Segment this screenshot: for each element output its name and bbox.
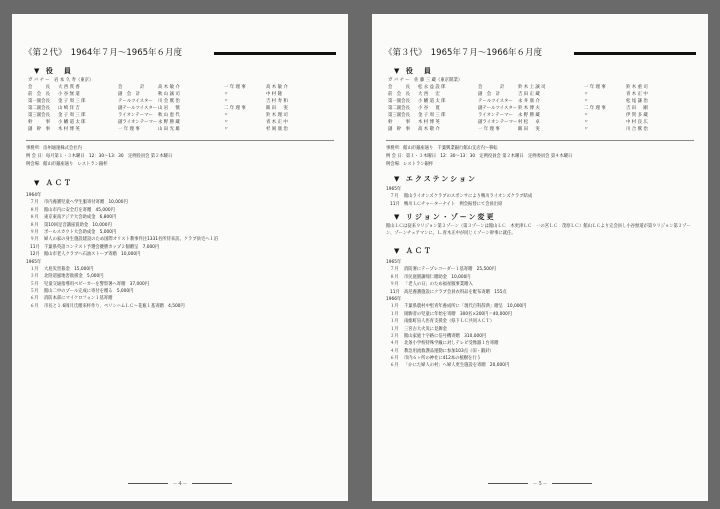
governor: ガ バ ナ ー 佐 藤 三 蔵（東京開業） bbox=[388, 78, 463, 83]
office-line: 事務所：館山市銀座通り 千葉興業銀行館山支店内～移転 bbox=[386, 146, 498, 151]
item-month: ５月 bbox=[30, 281, 39, 287]
officer-name: 山 岩 慎 bbox=[158, 106, 180, 111]
officer-role: 〃 bbox=[584, 120, 589, 125]
officer-name: 吉 村 寿 和 bbox=[266, 99, 288, 104]
divider bbox=[386, 140, 694, 141]
officer-role: 副 幹 事 bbox=[388, 127, 410, 132]
officer-role: ライオンテーマー bbox=[478, 113, 513, 118]
year-label: 1965年 bbox=[386, 260, 402, 265]
officer-role: 第三副会長 bbox=[28, 113, 50, 118]
officer-role: 〃 bbox=[584, 113, 589, 118]
act-heading: ▼ ＡＣＴ bbox=[34, 179, 73, 187]
officer-name: 木 村 博 英 bbox=[418, 120, 440, 125]
officer-role: 副テールツイスター bbox=[118, 106, 158, 111]
year-label: 1964年 bbox=[26, 193, 42, 198]
officers-title: 役 員 bbox=[45, 67, 73, 75]
officer-role: 一 年 理 事 bbox=[224, 85, 246, 90]
act-title: ＡＣＴ bbox=[45, 179, 73, 187]
officer-name: 永 野 勝 蔵 bbox=[518, 113, 540, 118]
officer-name: 村 松 卓 bbox=[518, 120, 540, 125]
header-rule bbox=[214, 52, 336, 55]
officer-name: 鈴 木 重 司 bbox=[626, 85, 648, 90]
officer-name: 大 西 貫 香 bbox=[58, 85, 80, 90]
item-text: 消防本部にマイクロフォン１基寄贈 bbox=[44, 296, 113, 302]
officer-role: 〃 bbox=[584, 99, 589, 104]
item-month: 12月 bbox=[30, 252, 40, 258]
item-text: 館山市内に安全灯を寄贈 45,000円 bbox=[44, 207, 115, 213]
item-text: 三宮古大火災に見舞金 bbox=[404, 326, 447, 332]
officer-name: 永 井 康 介 bbox=[518, 99, 540, 104]
item-text: 南総町盲人医育支援金（県下ＬＣ共同ＡＣＴ） bbox=[404, 319, 495, 325]
officers-heading: ▼ 役 員 bbox=[34, 67, 73, 75]
officer-name: 山 崎 洋 吉 bbox=[58, 106, 80, 111]
divider bbox=[26, 140, 334, 141]
officers-heading: ▼ 役 員 bbox=[394, 67, 433, 75]
officer-role: 〃 bbox=[224, 113, 229, 118]
item-text: 大島災害募金 15,000円 bbox=[44, 266, 94, 272]
officer-name: 永 野 勝 蔵 bbox=[158, 120, 180, 125]
item-month: ８月 bbox=[390, 274, 399, 280]
act-title: ＡＣＴ bbox=[405, 247, 433, 255]
item-text: 消防署にテープレコーダー１基寄贈 25,500円 bbox=[404, 267, 496, 273]
act-heading: ▼ ＡＣＴ bbox=[394, 247, 433, 255]
officer-name: 小 谷 寛 bbox=[418, 106, 440, 111]
officer-name: 金 子 周 三 郎 bbox=[418, 113, 446, 118]
officer-role: 会 計 bbox=[478, 85, 505, 90]
officer-role: 一 年 理 事 bbox=[584, 85, 606, 90]
officer-name: 中 村 隆 bbox=[266, 92, 282, 97]
item-text: 館山市老人クラブへ石油ストーブ寄贈 10,000円 bbox=[44, 252, 141, 258]
officer-role: 前 会 長 bbox=[388, 92, 410, 97]
officer-name: 松 尾 謙 治 bbox=[626, 99, 648, 104]
item-text: 市内６ヶ所の神社に412本の植樹を行う bbox=[404, 356, 481, 362]
officer-role: 二 年 理 事 bbox=[584, 106, 606, 111]
officer-name: 高 木 敏 介 bbox=[266, 85, 288, 90]
officer-name: 飯 田 実 bbox=[266, 106, 288, 111]
officer-role: 〃 bbox=[584, 92, 589, 97]
officer-role: 一 年 理 事 bbox=[478, 127, 500, 132]
officer-role: 副ライオンテーマー bbox=[478, 120, 518, 125]
header-rule bbox=[574, 52, 696, 55]
officer-role: 一 年 理 事 bbox=[118, 127, 140, 132]
item-month: ８月 bbox=[30, 207, 39, 213]
venue-line: 例会場：館山市銀座通り レストラン銀杯 bbox=[26, 162, 108, 167]
officer-role: テールツイスター bbox=[118, 99, 153, 104]
officer-role: 〃 bbox=[224, 99, 229, 104]
item-text: 館山ライオンズクラブのスポンサにより鴨川ライオンズクラブ結成 bbox=[404, 194, 533, 200]
item-text: 高尼養護施設にクラブ会員衣料品を配布寄贈 155点 bbox=[404, 289, 507, 295]
item-text: 北陸道風地害救援金 5,000円 bbox=[44, 274, 104, 280]
item-month: ７月 bbox=[30, 200, 39, 206]
officer-role: 副テールツイスター bbox=[478, 106, 518, 111]
office-line: 事務所：房州通運株式会社内 bbox=[26, 146, 82, 151]
officer-name: 飯 田 実 bbox=[518, 127, 540, 132]
item-month: ４月 bbox=[390, 341, 399, 347]
officer-role: テールツイスター bbox=[478, 99, 513, 104]
year-label: 1966年 bbox=[386, 296, 402, 302]
officers-title: 役 員 bbox=[405, 67, 433, 75]
meeting-line: 例 会 日：第１・３木曜日 12：30～13：30 定例役員会 第２木曜日 定例委員会 第４木曜日 bbox=[386, 154, 573, 159]
officer-name: 高 木 敏 介 bbox=[158, 85, 180, 90]
item-text: 千葉県農村中堅青年養成所に「現代百科辞典」贈呈 10,000円 bbox=[404, 304, 527, 310]
item-month: ８月 bbox=[30, 222, 39, 228]
page-header bbox=[384, 46, 696, 60]
officer-name: 青 木 正 中 bbox=[626, 92, 648, 97]
zone-heading: ▼ リジョン・ゾーン変更 bbox=[394, 213, 496, 221]
item-month: １月 bbox=[390, 319, 399, 325]
officer-name: 鈴 木 博 夫 bbox=[518, 106, 540, 111]
page-footer bbox=[372, 480, 708, 487]
officer-role: 副ライオンテーマー bbox=[118, 120, 158, 125]
item-month: １月 bbox=[390, 326, 399, 332]
item-text: 市民庭園藩帰仁贈助金 10,000円 bbox=[404, 274, 471, 280]
officer-role: 二 年 理 事 bbox=[224, 106, 246, 111]
item-text: 北条小学校特殊学級に対しテレビ受像器１台寄贈 bbox=[404, 341, 499, 347]
officer-name: 大 西 宏 bbox=[418, 92, 440, 97]
officer-role: 第二副会長 bbox=[28, 106, 50, 111]
officer-role: 〃 bbox=[224, 92, 229, 97]
year-label: 1965年 bbox=[26, 259, 42, 265]
officer-name: 伊 賀 多 蔵 bbox=[626, 113, 648, 118]
page-number: －４－ bbox=[172, 481, 188, 487]
header-title: 《第３代》 1965年７月～1966年６月度 bbox=[384, 48, 543, 58]
officer-name: 小 幡 道 太 郎 bbox=[58, 120, 86, 125]
officer-role: ライオンテーマー bbox=[118, 113, 153, 118]
officer-role: 〃 bbox=[224, 127, 229, 132]
item-text: 市長と１.6岡月氏贈来杯作り、ペリンハムＬＣ～花瓶１基寄贈 4,500円 bbox=[44, 303, 185, 309]
item-text: 館山家庭十字路に信号機寄贈 310,000円 bbox=[404, 333, 487, 339]
item-text: 第10回足音講座賞助金 10,000円 bbox=[44, 222, 112, 228]
item-text: ボールスカウト大会助成金 5,000円 bbox=[44, 229, 117, 235]
item-text: 教急用流救護品運動に参加103点（旧・鍛針） bbox=[404, 348, 494, 354]
officer-role: 会 長 bbox=[28, 85, 50, 90]
officer-name: 小 幡 道 太 郎 bbox=[418, 99, 446, 104]
item-month: ７月 bbox=[390, 194, 399, 200]
extension-title: エクステンション bbox=[405, 175, 477, 183]
item-month: ６月 bbox=[390, 356, 399, 362]
governor: ガ バ ナ ー 岩 本 久 寿（東京） bbox=[28, 78, 94, 83]
header-title: 《第２代》 1964年７月～1965年６月度 bbox=[24, 48, 183, 58]
extension-heading: ▼ エクステンション bbox=[394, 175, 477, 183]
officer-name: 青 木 正 中 bbox=[266, 120, 288, 125]
officer-role: 〃 bbox=[224, 120, 229, 125]
item-month: 11月 bbox=[390, 201, 400, 207]
page-footer bbox=[12, 480, 348, 487]
item-month: １月 bbox=[390, 311, 399, 317]
item-month: ５月 bbox=[30, 289, 39, 295]
officer-role: 前 会 長 bbox=[28, 92, 50, 97]
item-month: ９月 bbox=[30, 229, 39, 235]
officer-role: 第二副会長 bbox=[388, 106, 410, 111]
item-text: 岡駒者の児童に年始を寄贈 300名×200円＝40,000円 bbox=[404, 311, 513, 317]
item-text: 「老人の日」のため福祉服事業贈入 bbox=[404, 282, 473, 288]
officer-name: 中 村 良 広 bbox=[626, 120, 648, 125]
officer-name: 秋 山 恵 代 bbox=[158, 113, 180, 118]
item-text: 児童交通指導用ペビーカーを警察署へ寄贈 37,000円 bbox=[44, 281, 150, 287]
item-month: ４月 bbox=[390, 348, 399, 354]
officer-name: 金 子 周 三 郎 bbox=[58, 113, 86, 118]
officer-role: 副 幹 事 bbox=[28, 127, 50, 132]
item-text: 婦人の家の身生施設建設のため国際オリスト教事件注1331名所待来訪。クラブ員宅へ１泊 bbox=[44, 237, 219, 243]
officer-name: 松 永 益 設 郎 bbox=[418, 85, 446, 90]
officer-role: 第一副会長 bbox=[28, 99, 50, 104]
item-text: 千葉県英語コンテスト予選会優勝カップ２個贈呈 7,000円 bbox=[44, 244, 160, 250]
item-month: ６月 bbox=[390, 363, 399, 369]
officer-name: 高 木 敬 介 bbox=[418, 127, 440, 132]
officer-name: 杉 岡 康 治 bbox=[266, 127, 288, 132]
item-month: ７月 bbox=[390, 267, 399, 273]
meeting-line: 例 会 日：毎月第１・３木曜日 12：30～13：30 定例役員会 第２木曜日 bbox=[26, 154, 173, 159]
officer-role: 会 計 bbox=[118, 85, 145, 90]
officer-role: 幹 事 bbox=[388, 120, 410, 125]
item-text: 東京東南アジア大会助成金 6,800円 bbox=[44, 215, 117, 221]
venue-line: 例会場：レストラン銀杯 bbox=[386, 162, 434, 167]
officer-name: 吉 田 剛 bbox=[626, 106, 648, 111]
item-text: 鴨川ＬＣチャーターナイト 例会振替にて会員出席 bbox=[404, 201, 503, 207]
right-page bbox=[372, 14, 708, 501]
zone-title: リジョン・ゾーン変更 bbox=[405, 213, 496, 221]
officer-name: 金 子 周 三 郎 bbox=[58, 99, 86, 104]
item-text: 市内養護児童へ学生服寄付寄贈 10,000円 bbox=[44, 200, 128, 206]
officer-name: 山 田 光 雄 bbox=[158, 127, 180, 132]
officer-role: 幹 事 bbox=[28, 120, 50, 125]
officer-name: 吉 田 正 蔵 bbox=[518, 92, 540, 97]
item-month: ９月 bbox=[390, 282, 399, 288]
item-month: 11月 bbox=[30, 244, 40, 250]
left-page bbox=[12, 14, 348, 501]
officer-role: 会 長 bbox=[388, 85, 410, 90]
item-month: ９月 bbox=[30, 237, 39, 243]
officer-name: 鈴 木 理 司 bbox=[266, 113, 288, 118]
officer-name: 木 村 博 英 bbox=[58, 127, 80, 132]
officer-name: 川 会 鷲 治 bbox=[158, 99, 180, 104]
zone-text: 館山ＬＣは従来９リジョン第３ゾーン（第３ゾーンは館山ＬＣ 木更津ＬＣ 一の宮ＬＣ 茂原ＬＣ）館山ＬＣより完会員し小谷無道が第９リジョン第３ゾーン、ゾーンチェアマンに。Ｌ.青木正中が同じくゾーン幹事に就任。 bbox=[386, 224, 691, 237]
officer-name: 鈴 木 上 誠 司 bbox=[518, 85, 546, 90]
officer-name: 秋 山 誠 司 bbox=[158, 92, 180, 97]
page-number: －５－ bbox=[532, 481, 548, 487]
item-month: ６月 bbox=[30, 303, 39, 309]
officer-role: 第一副会長 bbox=[388, 99, 410, 104]
item-month: ６月 bbox=[30, 296, 39, 302]
officer-name: 小 谷 無 道 bbox=[58, 92, 80, 97]
item-month: １月 bbox=[390, 304, 399, 310]
officer-role: 副 会 計 bbox=[478, 92, 500, 97]
item-month: １月 bbox=[30, 266, 39, 272]
officer-role: 第三副会長 bbox=[388, 113, 410, 118]
item-month: ８月 bbox=[30, 215, 39, 221]
officer-name: 川 合 鷲 治 bbox=[626, 127, 648, 132]
item-text: 館山二中のプール完成に寄付を贈る 5,000円 bbox=[44, 289, 134, 295]
item-month: ３月 bbox=[30, 274, 39, 280]
year-label: 1965年 bbox=[386, 187, 402, 192]
item-text: 「かにた婦人の村」へ婦人更生施設を寄贈 20,000円 bbox=[404, 363, 510, 369]
item-month: ３月 bbox=[390, 333, 399, 339]
item-month: 11月 bbox=[390, 289, 400, 295]
officer-role: 〃 bbox=[584, 127, 589, 132]
officer-role: 副 会 計 bbox=[118, 92, 140, 97]
page-header bbox=[24, 46, 336, 60]
